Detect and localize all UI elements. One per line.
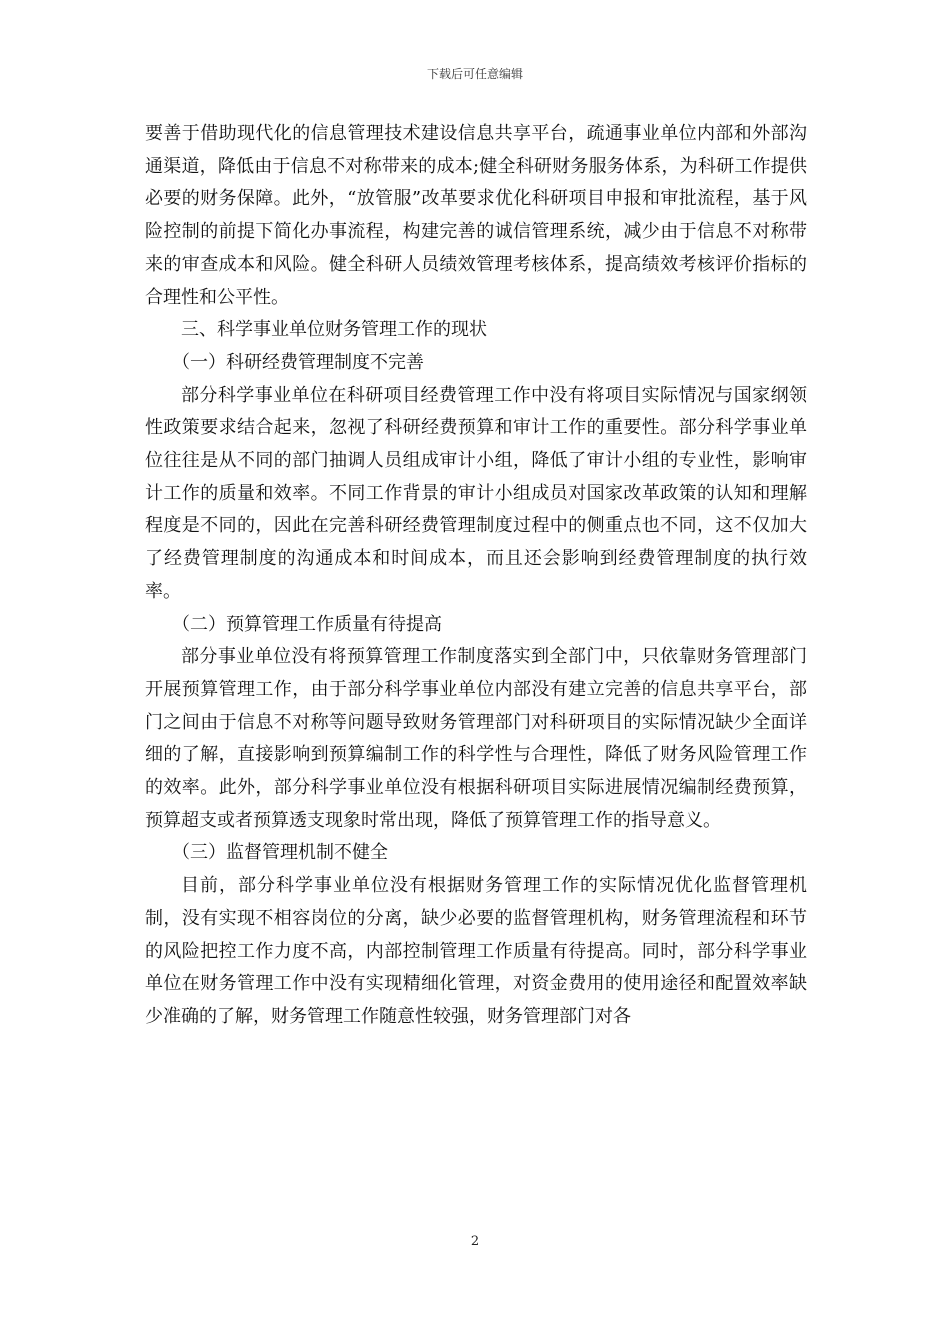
subsection-heading-1: （一）科研经费管理制度不完善 — [172, 351, 424, 373]
subsection-heading-3: （三）监督管理机制不健全 — [172, 842, 388, 864]
paragraph-4: 目前，部分科学事业单位没有根据财务管理工作的实际情况优化监督管理机制，没有实现不相容岗位的分离，缺少必要的监督管理机构，财务管理流程和环节的风险把控工作力度不高，内部控制管理工作质量有待提高。同时，部分科学事业单位在财务管理工作中没有实现精细化管理，对资金费用的使用途径和配置效率缺少准确的了解，财务管理工作随意性较强，财务管理部门对各 — [145, 875, 807, 1027]
paragraph-2: 部分科学事业单位在科研项目经费管理工作中没有将项目实际情况与国家纲领性政策要求结合起来，忽视了科研经费预算和审计工作的重要性。部分科学事业单位往往是从不同的部门抽调人员组成审计小组，降低了审计小组的专业性，影响审计工作的质量和效率。不同工作背景的审计小组成员对国家改革政策的认知和理解程度是不同的，因此在完善科研经费管理制度过程中的侧重点也不同，这不仅加大了经费管理制度的沟通成本和时间成本，而且还会影响到经费管理制度的执行效率。 — [145, 384, 807, 602]
subsection-heading-2: （二）预算管理工作质量有待提高 — [172, 613, 442, 635]
paragraph-1: 要善于借助现代化的信息管理技术建设信息共享平台，疏通事业单位内部和外部沟通渠道，降低由于信息不对称带来的成本;健全科研财务服务体系，为科研工作提供必要的财务保障。此外，“放管服”改革要求优化科研项目申报和审批流程，基于风险控制的前提下简化办事流程，构建完善的诚信管理系统，减少由于信息不对称带来的审查成本和风险。健全科研人员绩效管理考核体系，提高绩效考核评价指标的合理性和公平性。 — [145, 123, 807, 308]
paragraph-3: 部分事业单位没有将预算管理工作制度落实到全部门中，只依靠财务管理部门开展预算管理工作，由于部分科学事业单位内部没有建立完善的信息共享平台，部门之间由于信息不对称等问题导致财务管理部门对科研项目的实际情况缺少全面详细的了解，直接影响到预算编制工作的科学性与合理性，降低了财务风险管理工作的效率。此外，部分科学事业单位没有根据科研项目实际进展情况编制经费预算，预算超支或者预算透支现象时常出现，降低了预算管理工作的指导意义。 — [145, 646, 807, 831]
document-body — [145, 118, 807, 1034]
section-heading-3: 三、科学事业单位财务管理工作的现状 — [181, 319, 487, 341]
page-number: 2 — [470, 1234, 480, 1249]
page-header: 下载后可任意编辑 — [426, 67, 523, 81]
